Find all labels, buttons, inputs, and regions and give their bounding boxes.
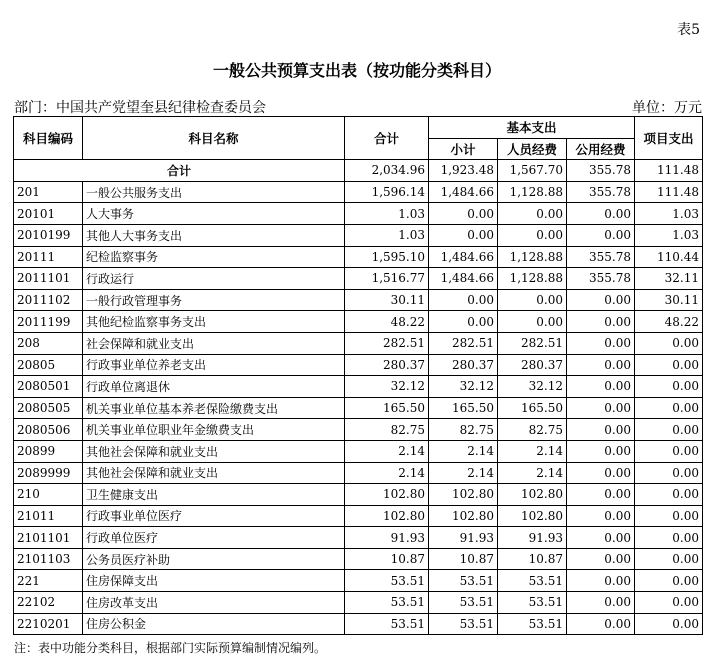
total-cell: 53.51 (345, 570, 429, 592)
name-cell: 社会保障和就业支出 (83, 332, 345, 354)
public-cell: 0.00 (567, 462, 635, 484)
subtotal-cell: 0.00 (429, 224, 498, 246)
table-row (14, 505, 703, 527)
name-cell: 行政单位离退休 (83, 376, 345, 398)
header-personnel: 人员经费 (498, 138, 567, 160)
public-cell: 0.00 (567, 527, 635, 549)
code-cell: 2080501 (14, 376, 83, 398)
project-cell: 0.00 (635, 527, 703, 549)
total-cell: 102.80 (345, 484, 429, 506)
code-cell: 2010199 (14, 224, 83, 246)
public-cell: 0.00 (567, 613, 635, 635)
code-cell: 2210201 (14, 613, 83, 635)
code-cell: 2080505 (14, 397, 83, 419)
table-row (14, 311, 703, 333)
code-cell: 2101103 (14, 548, 83, 570)
project-cell: 32.11 (635, 268, 703, 290)
name-cell: 行政单位医疗 (83, 527, 345, 549)
total-cell: 53.51 (345, 613, 429, 635)
table-row (14, 462, 703, 484)
code-cell: 20805 (14, 354, 83, 376)
subtotal-cell: 53.51 (429, 592, 498, 614)
project-cell: 111.48 (635, 181, 703, 203)
project-cell: 48.22 (635, 311, 703, 333)
header-public: 公用经费 (567, 138, 635, 160)
project-cell: 111.48 (635, 160, 703, 182)
header-code: 科目编码 (14, 117, 83, 160)
personnel-cell: 102.80 (498, 484, 567, 506)
total-cell: 1,516.77 (345, 268, 429, 290)
table-row (14, 246, 703, 268)
subtotal-cell: 32.12 (429, 376, 498, 398)
subtotal-cell: 10.87 (429, 548, 498, 570)
table-row (14, 289, 703, 311)
name-cell: 公务员医疗补助 (83, 548, 345, 570)
name-cell: 其他人大事务支出 (83, 224, 345, 246)
public-cell: 0.00 (567, 397, 635, 419)
name-cell: 行政运行 (83, 268, 345, 290)
name-cell: 住房改革支出 (83, 592, 345, 614)
personnel-cell: 0.00 (498, 289, 567, 311)
table-row (14, 548, 703, 570)
total-cell: 165.50 (345, 397, 429, 419)
personnel-cell: 32.12 (498, 376, 567, 398)
subtotal-cell: 102.80 (429, 505, 498, 527)
personnel-cell: 102.80 (498, 505, 567, 527)
code-cell: 20101 (14, 203, 83, 225)
table-row (14, 592, 703, 614)
project-cell: 0.00 (635, 570, 703, 592)
total-cell: 2,034.96 (345, 160, 429, 182)
total-cell: 48.22 (345, 311, 429, 333)
personnel-cell: 82.75 (498, 419, 567, 441)
personnel-cell: 0.00 (498, 224, 567, 246)
public-cell: 0.00 (567, 354, 635, 376)
personnel-cell: 0.00 (498, 311, 567, 333)
table-row (14, 613, 703, 635)
total-cell: 1,596.14 (345, 181, 429, 203)
name-cell: 其他社会保障和就业支出 (83, 462, 345, 484)
total-cell: 282.51 (345, 332, 429, 354)
name-cell: 其他纪检监察事务支出 (83, 311, 345, 333)
subtotal-cell: 0.00 (429, 203, 498, 225)
project-cell: 0.00 (635, 354, 703, 376)
personnel-cell: 2.14 (498, 440, 567, 462)
table-row (14, 224, 703, 246)
personnel-cell: 282.51 (498, 332, 567, 354)
table-row (14, 484, 703, 506)
total-cell: 280.37 (345, 354, 429, 376)
personnel-cell: 1,128.88 (498, 246, 567, 268)
subtotal-cell: 53.51 (429, 570, 498, 592)
code-cell: 2011101 (14, 268, 83, 290)
code-cell: 201 (14, 181, 83, 203)
total-cell: 91.93 (345, 527, 429, 549)
name-cell: 住房公积金 (83, 613, 345, 635)
code-cell: 2080506 (14, 419, 83, 441)
table-number-label: 表5 (677, 22, 700, 38)
subtotal-cell: 82.75 (429, 419, 498, 441)
name-cell: 行政事业单位养老支出 (83, 354, 345, 376)
name-cell: 卫生健康支出 (83, 484, 345, 506)
subtotal-cell: 0.00 (429, 289, 498, 311)
total-label: 合计 (14, 160, 345, 182)
personnel-cell: 10.87 (498, 548, 567, 570)
personnel-cell: 280.37 (498, 354, 567, 376)
subtotal-cell: 1,923.48 (429, 160, 498, 182)
project-cell: 0.00 (635, 592, 703, 614)
header-name: 科目名称 (83, 117, 345, 160)
personnel-cell: 0.00 (498, 203, 567, 225)
total-cell: 30.11 (345, 289, 429, 311)
project-cell: 0.00 (635, 548, 703, 570)
table-row (14, 332, 703, 354)
header-basic-expenditure: 基本支出 (429, 117, 635, 139)
project-cell: 0.00 (635, 505, 703, 527)
name-cell: 机关事业单位基本养老保险缴费支出 (83, 397, 345, 419)
table-row (14, 527, 703, 549)
total-cell: 1.03 (345, 203, 429, 225)
public-cell: 0.00 (567, 548, 635, 570)
table-row (14, 440, 703, 462)
project-cell: 0.00 (635, 440, 703, 462)
code-cell: 208 (14, 332, 83, 354)
subtotal-cell: 102.80 (429, 484, 498, 506)
public-cell: 0.00 (567, 592, 635, 614)
total-cell: 32.12 (345, 376, 429, 398)
header-total: 合计 (345, 117, 429, 160)
code-cell: 221 (14, 570, 83, 592)
subtotal-cell: 282.51 (429, 332, 498, 354)
personnel-cell: 53.51 (498, 570, 567, 592)
personnel-cell: 53.51 (498, 613, 567, 635)
public-cell: 0.00 (567, 224, 635, 246)
public-cell: 0.00 (567, 376, 635, 398)
code-cell: 2011199 (14, 311, 83, 333)
subtotal-cell: 280.37 (429, 354, 498, 376)
public-cell: 0.00 (567, 289, 635, 311)
subtotal-cell: 0.00 (429, 311, 498, 333)
page-title: 一般公共预算支出表（按功能分类科目） (212, 61, 501, 80)
code-cell: 2011102 (14, 289, 83, 311)
name-cell: 人大事务 (83, 203, 345, 225)
table-row (14, 419, 703, 441)
public-cell: 355.78 (567, 246, 635, 268)
code-cell: 2101101 (14, 527, 83, 549)
personnel-cell: 165.50 (498, 397, 567, 419)
table-row (14, 570, 703, 592)
header-project: 项目支出 (635, 117, 703, 160)
code-cell: 210 (14, 484, 83, 506)
name-cell: 纪检监察事务 (83, 246, 345, 268)
project-cell: 0.00 (635, 397, 703, 419)
subtotal-cell: 1,484.66 (429, 181, 498, 203)
total-cell: 82.75 (345, 419, 429, 441)
subtotal-cell: 91.93 (429, 527, 498, 549)
name-cell: 行政事业单位医疗 (83, 505, 345, 527)
expenditure-table (13, 116, 703, 635)
subtotal-cell: 1,484.66 (429, 268, 498, 290)
project-cell: 0.00 (635, 419, 703, 441)
table-row (14, 397, 703, 419)
project-cell: 1.03 (635, 203, 703, 225)
total-cell: 1,595.10 (345, 246, 429, 268)
public-cell: 0.00 (567, 332, 635, 354)
total-cell: 10.87 (345, 548, 429, 570)
total-cell: 102.80 (345, 505, 429, 527)
public-cell: 355.78 (567, 160, 635, 182)
total-row (14, 160, 703, 182)
code-cell: 20899 (14, 440, 83, 462)
project-cell: 30.11 (635, 289, 703, 311)
public-cell: 0.00 (567, 505, 635, 527)
subtotal-cell: 165.50 (429, 397, 498, 419)
code-cell: 20111 (14, 246, 83, 268)
subtotal-cell: 2.14 (429, 462, 498, 484)
project-cell: 0.00 (635, 484, 703, 506)
unit-label: 单位：万元 (632, 100, 702, 116)
public-cell: 0.00 (567, 484, 635, 506)
public-cell: 0.00 (567, 203, 635, 225)
code-cell: 22102 (14, 592, 83, 614)
footnote: 注：表中功能分类科目，根据部门实际预算编制情况编列。 (14, 641, 327, 655)
subtotal-cell: 1,484.66 (429, 246, 498, 268)
department-label: 部门：中国共产党望奎县纪律检查委员会 (14, 100, 266, 116)
table-row (14, 181, 703, 203)
subtotal-cell: 2.14 (429, 440, 498, 462)
project-cell: 110.44 (635, 246, 703, 268)
project-cell: 0.00 (635, 613, 703, 635)
project-cell: 0.00 (635, 462, 703, 484)
personnel-cell: 2.14 (498, 462, 567, 484)
project-cell: 0.00 (635, 376, 703, 398)
name-cell: 其他社会保障和就业支出 (83, 440, 345, 462)
name-cell: 住房保障支出 (83, 570, 345, 592)
subtotal-cell: 53.51 (429, 613, 498, 635)
personnel-cell: 1,128.88 (498, 268, 567, 290)
public-cell: 355.78 (567, 268, 635, 290)
public-cell: 0.00 (567, 419, 635, 441)
table-row (14, 354, 703, 376)
personnel-cell: 91.93 (498, 527, 567, 549)
code-cell: 21011 (14, 505, 83, 527)
public-cell: 0.00 (567, 440, 635, 462)
total-cell: 53.51 (345, 592, 429, 614)
project-cell: 0.00 (635, 332, 703, 354)
name-cell: 一般行政管理事务 (83, 289, 345, 311)
name-cell: 一般公共服务支出 (83, 181, 345, 203)
name-cell: 机关事业单位职业年金缴费支出 (83, 419, 345, 441)
total-cell: 1.03 (345, 224, 429, 246)
project-cell: 1.03 (635, 224, 703, 246)
table-row (14, 268, 703, 290)
total-cell: 2.14 (345, 462, 429, 484)
code-cell: 2089999 (14, 462, 83, 484)
total-cell: 2.14 (345, 440, 429, 462)
personnel-cell: 53.51 (498, 592, 567, 614)
public-cell: 0.00 (567, 311, 635, 333)
table-row (14, 203, 703, 225)
personnel-cell: 1,567.70 (498, 160, 567, 182)
table-row (14, 376, 703, 398)
table-body (14, 160, 703, 635)
public-cell: 355.78 (567, 181, 635, 203)
header-subtotal: 小计 (429, 138, 498, 160)
personnel-cell: 1,128.88 (498, 181, 567, 203)
public-cell: 0.00 (567, 570, 635, 592)
